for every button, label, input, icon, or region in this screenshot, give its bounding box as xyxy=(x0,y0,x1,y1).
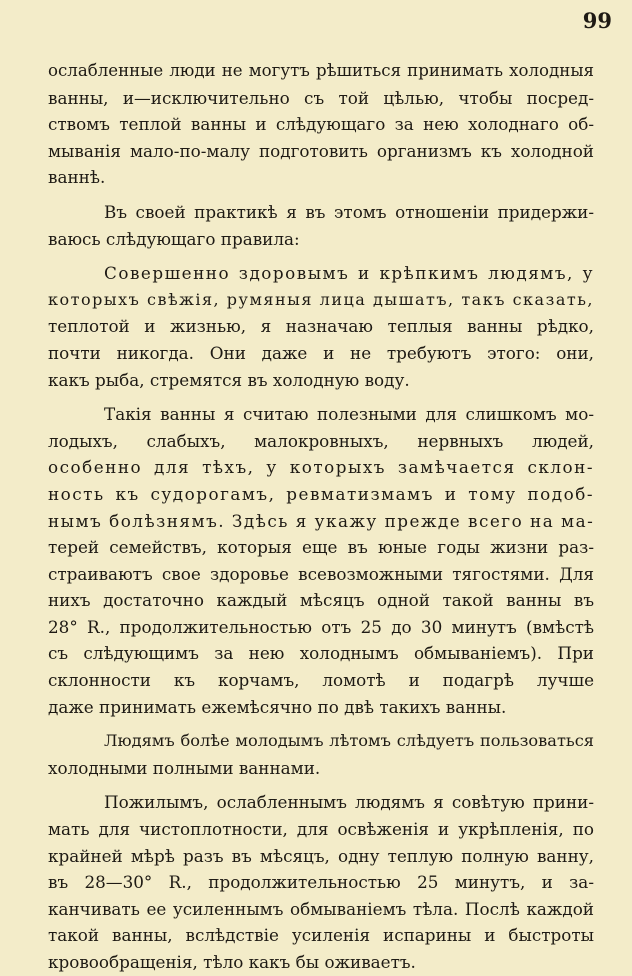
text-line: Пожилымъ, ослабленнымъ людямъ я совѣтую прини- xyxy=(104,792,594,813)
text-line: ослабленные люди не могутъ рѣшиться принимать холодныя xyxy=(48,61,594,80)
page-number: 99 xyxy=(582,8,612,33)
text-line: терей семействъ, которыя еще въ юные годы жизни раз- xyxy=(48,537,594,558)
text-line: Въ своей практикѣ я въ этомъ отношеніи придержи- xyxy=(104,201,594,222)
text-line: мыванія мало-по-малу подготовить организмъ къ холодной xyxy=(48,140,594,161)
text-line: крайней мѣрѣ разъ въ мѣсяцъ, одну теплую полную ванну, xyxy=(48,845,594,866)
page-text-body xyxy=(48,58,594,976)
text-line: кровообращенія, тѣло какъ бы оживаетъ. xyxy=(48,952,416,972)
text-line: Такія ванны я считаю полезными для слишкомъ мо- xyxy=(104,404,594,425)
text-line: ствомъ теплой ванны и слѣдующаго за нею холоднаго об- xyxy=(48,114,594,135)
text-line: ванны, и—исключительно съ той цѣлью, чтобы посред- xyxy=(48,87,594,108)
text-line: холодными полными ваннами. xyxy=(48,757,321,778)
text-line: мать для чистоплотности, для освѣженія и укрѣпленія, по xyxy=(48,819,594,840)
paragraph xyxy=(48,260,594,393)
paragraph xyxy=(48,728,594,781)
text-line: ность къ судорогамъ, ревматизмамъ и тому подоб- xyxy=(48,483,594,504)
text-line: нымъ болѣзнямъ. Здѣсь я укажу прежде всего на ма- xyxy=(48,510,595,531)
text-line: нихъ достаточно каждый мѣсяцъ одной такой ванны въ xyxy=(48,590,594,611)
text-line: ваннѣ. xyxy=(48,167,106,188)
text-line: такой ванны, вслѣдствіе усиленія испарины и быстроты xyxy=(48,925,594,946)
text-line: склонности къ корчамъ, ломотѣ и подагрѣ лучше xyxy=(48,670,594,691)
paragraph xyxy=(48,199,594,252)
text-line: которыхъ свѣжія, румяныя лица дышатъ, такъ сказать, xyxy=(48,289,594,309)
text-line: въ 28—30° R., продолжительностью 25 минутъ, и за- xyxy=(48,872,594,893)
text-line: теплотой и жизнью, я назначаю теплыя ванны рѣдко, xyxy=(48,316,594,337)
text-line: съ слѣдующимъ за нею холоднымъ обмываніемъ). При xyxy=(48,643,594,664)
text-line: канчивать ее усиленнымъ обмываніемъ тѣла. Послѣ каждой xyxy=(48,898,594,919)
text-line: особенно для тѣхъ, у которыхъ замѣчается склон- xyxy=(48,457,594,478)
text-line: ваюсь слѣдующаго правила: xyxy=(48,228,300,249)
text-line: какъ рыба, стремятся въ холодную воду. xyxy=(48,369,410,390)
text-line: Людямъ болѣе молодымъ лѣтомъ слѣдуетъ пользоваться xyxy=(104,731,594,751)
text-line: Совершенно здоровымъ и крѣпкимъ людямъ, у xyxy=(104,263,594,284)
paragraph xyxy=(48,401,594,720)
paragraph xyxy=(48,789,594,975)
text-line: страиваютъ свое здоровье всевозможными тягостями. Для xyxy=(48,563,594,584)
text-line: почти никогда. Они даже и не требуютъ этого: они, xyxy=(48,342,594,363)
text-line: 28° R., продолжительностью отъ 25 до 30 минутъ (вмѣстѣ xyxy=(48,616,594,637)
text-line: даже принимать ежемѣсячно по двѣ такихъ ванны. xyxy=(48,696,507,717)
paragraph xyxy=(48,58,594,191)
text-line: лодыхъ, слабыхъ, малокровныхъ, нервныхъ людей, xyxy=(48,430,594,451)
